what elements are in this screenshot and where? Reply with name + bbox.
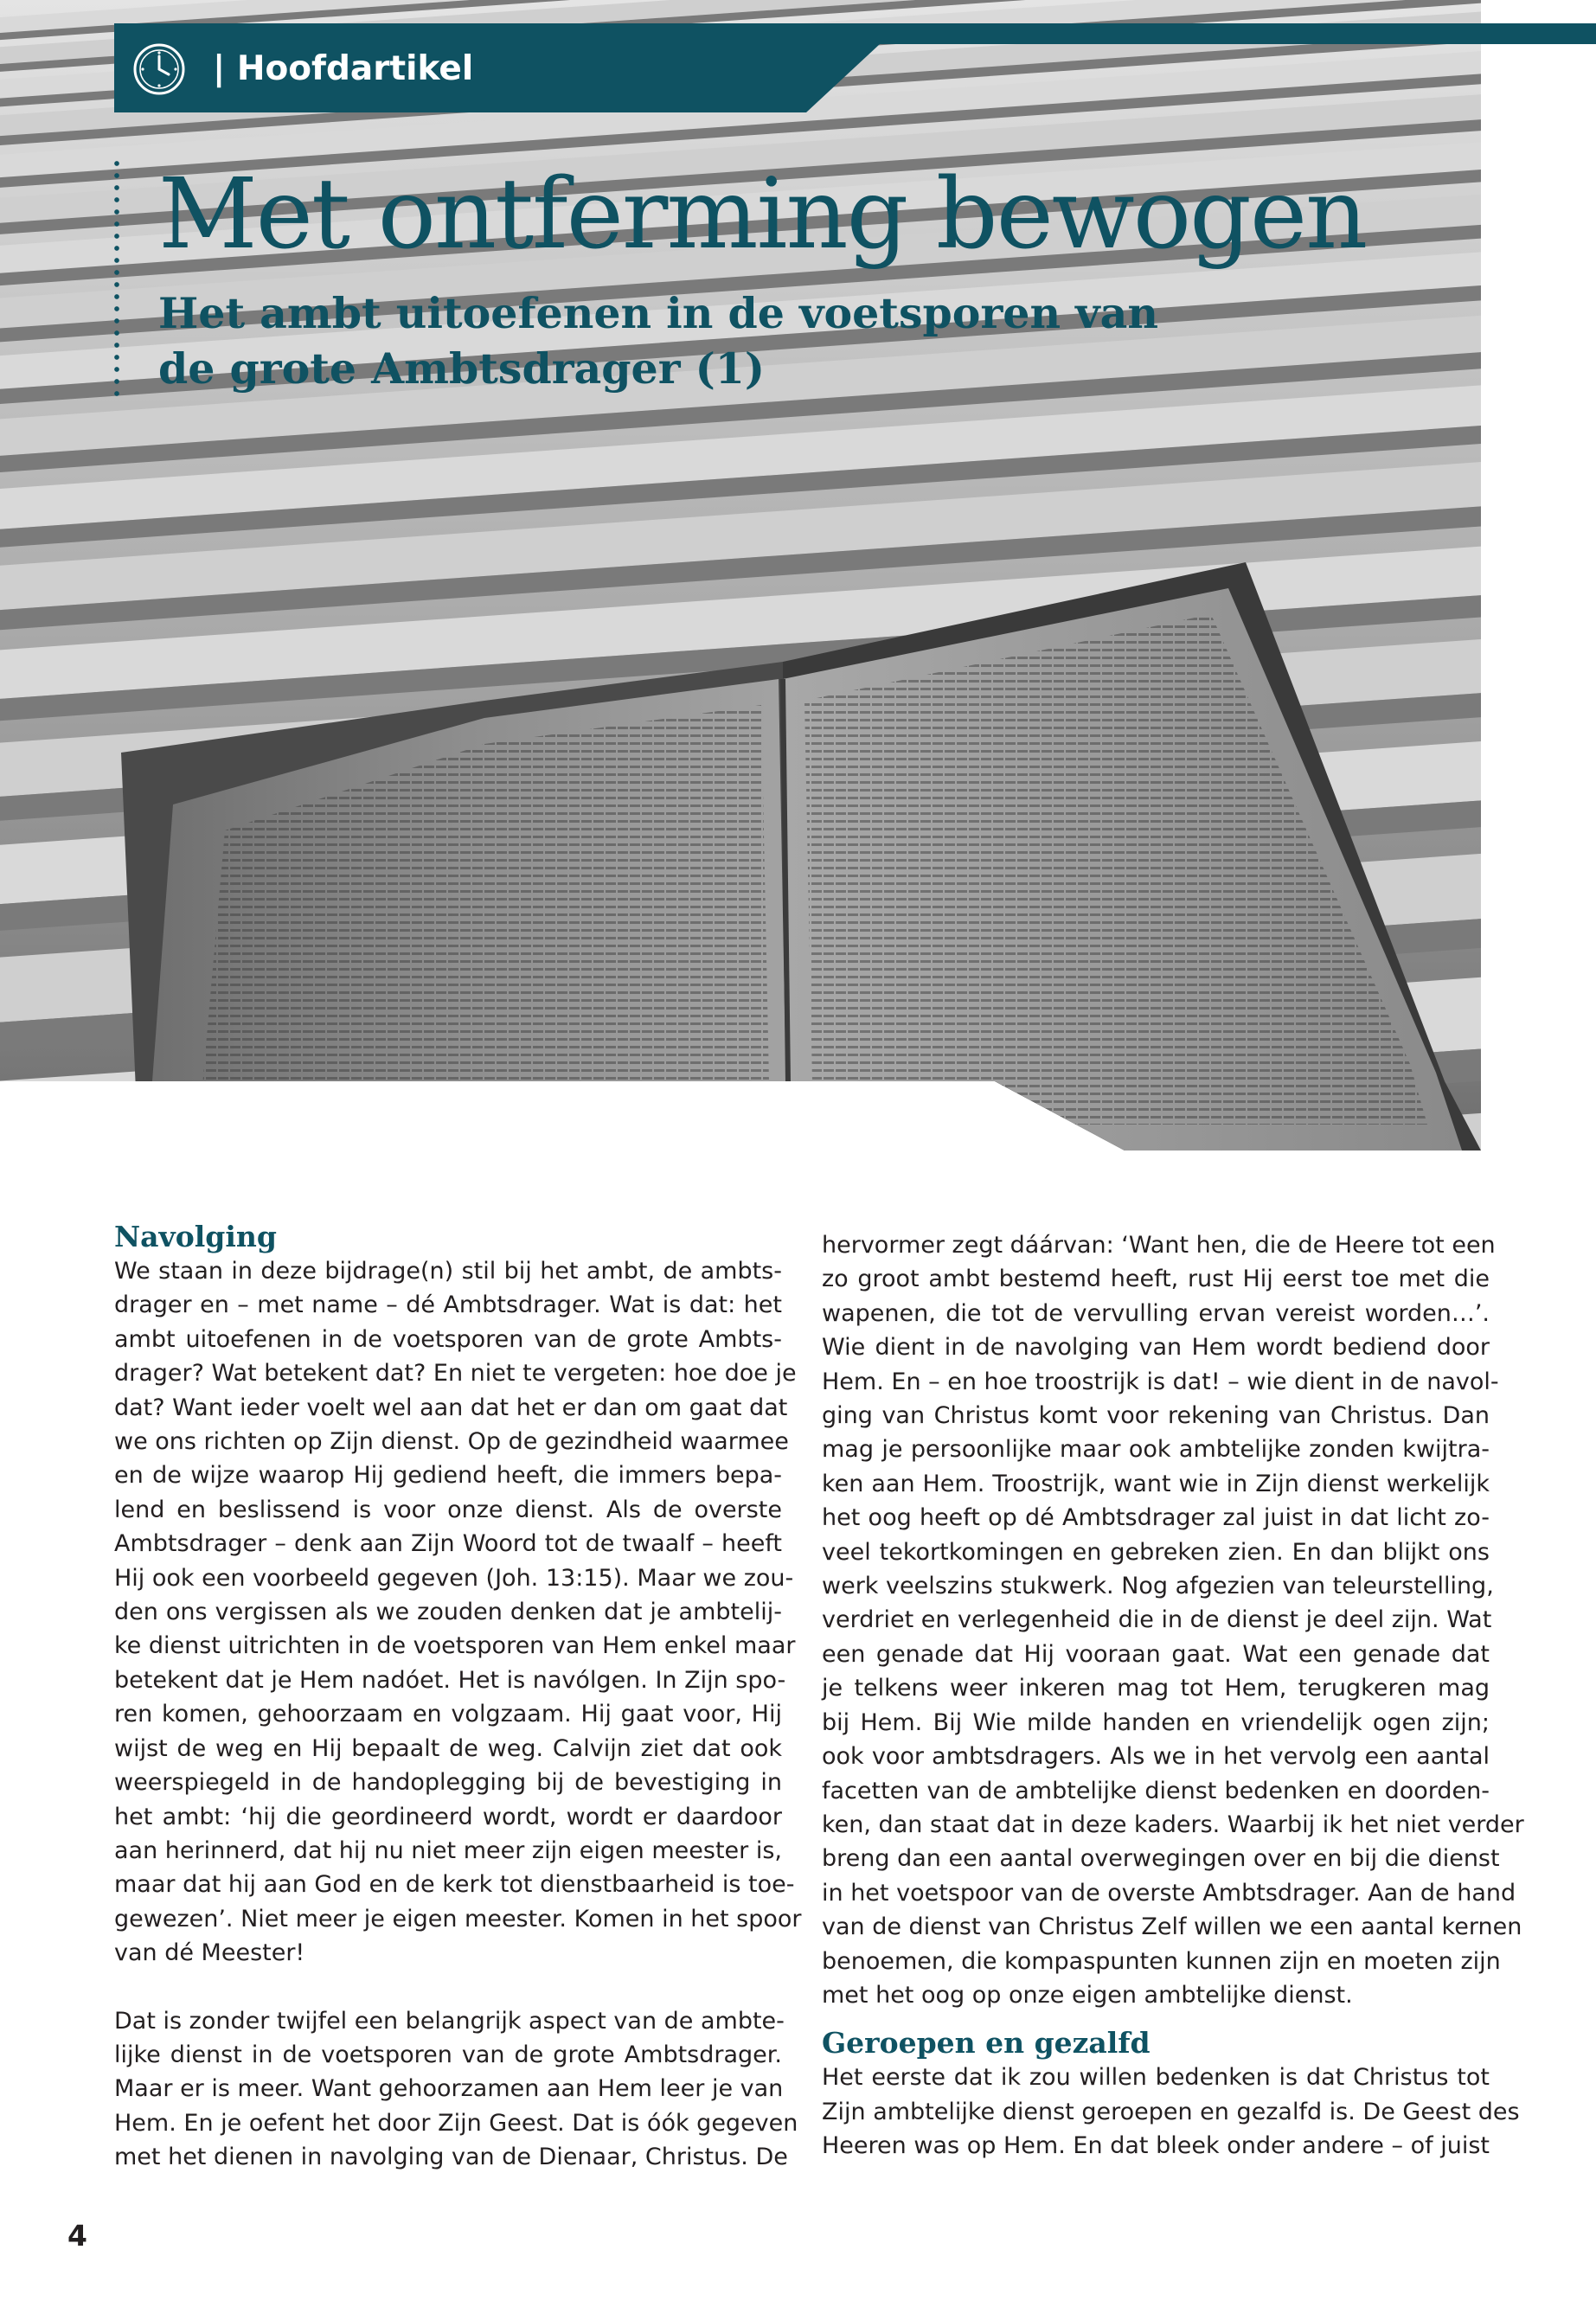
- text-line: ken aan Hem. Troostrijk, want wie in Zijn dienst werkelijk: [822, 1470, 1490, 1497]
- text-line: Hem. En je oefent het door Zijn Geest. Dat is óók gegeven: [114, 2109, 798, 2137]
- text-line: zo groot ambt bestemd heeft, rust Hij eerst toe met die: [822, 1266, 1490, 1293]
- text-line: drager en – met name – dé Ambtsdrager. Wat is dat: het: [114, 1292, 782, 1319]
- text-line: Zijn ambtelijke dienst geroepen en gezalfd is. De Geest des: [822, 2098, 1520, 2125]
- text-line: ging van Christus komt voor rekening van Christus. Dan: [822, 1402, 1490, 1430]
- text-line: Het eerste dat ik zou willen bedenken is dat Christus tot: [822, 2064, 1490, 2092]
- text-line: van dé Meester!: [114, 1939, 305, 1967]
- text-line: betekent dat je Hem nadóet. Het is navólgen. In Zijn spo-: [114, 1666, 786, 1694]
- text-line: Heeren was op Hem. En dat bleek onder andere – of juist: [822, 2132, 1490, 2160]
- text-line: een genade dat Hij vooraan gaat. Wat een genade dat: [822, 1640, 1490, 1668]
- text-line: met het dienen in navolging van de Dienaar, Christus. De: [114, 2144, 788, 2171]
- article-title: Met ontferming bewogen: [158, 158, 1367, 271]
- text-line: in het voetspoor van de overste Ambtsdrager. Aan de hand: [822, 1879, 1516, 1907]
- text-line: wapenen, die tot de vervulling ervan vereist worden…’.: [822, 1299, 1490, 1327]
- text-line: ook voor ambtsdragers. Als we in het vervolg een aantal: [822, 1743, 1490, 1771]
- column-right: [822, 1228, 1524, 2163]
- page-number: 4: [67, 2219, 87, 2253]
- text-line: van de dienst van Christus Zelf willen we een aantal kernen: [822, 1913, 1522, 1941]
- section-heading: Navolging: [114, 1220, 277, 1253]
- subtitle-line: de grote Ambtsdrager (1): [158, 343, 766, 394]
- text-line: maar dat hij aan God en de kerk tot dienstbaarheid is toe-: [114, 1871, 795, 1899]
- text-line: het oog heeft op dé Ambtsdrager zal juist in dat licht zo-: [822, 1504, 1490, 1532]
- clock-icon: [131, 42, 187, 97]
- text-line: breng dan een aantal overwegingen over en bij die dienst: [822, 1845, 1500, 1873]
- paragraph: [114, 1254, 802, 1971]
- section-label: | Hoofdartikel: [213, 49, 474, 88]
- text-line: wijst de weg en Hij bepaalt de weg. Calvijn ziet dat ook: [114, 1734, 782, 1762]
- text-line: met het oog op onze eigen ambtelijke dienst.: [822, 1981, 1353, 2009]
- text-line: verdriet en verlegenheid die in de dienst je deel zijn. Wat: [822, 1606, 1492, 1634]
- text-line: werk veelszins stukwerk. Nog afgezien van teleurstelling,: [822, 1573, 1494, 1600]
- text-line: aan herinnerd, dat hij nu niet meer zijn eigen meester is,: [114, 1836, 782, 1864]
- text-line: lijke dienst in de voetsporen van de grote Ambtsdrager.: [114, 2041, 782, 2068]
- text-line: facetten van de ambtelijke dienst bedenken en doorden-: [822, 1777, 1490, 1804]
- text-line: gewezen’. Niet meer je eigen meester. Komen in het spoor: [114, 1905, 802, 1932]
- text-line: benoemen, die kompaspunten kunnen zijn en moeten zijn: [822, 1947, 1501, 1975]
- text-line: mag je persoonlijke maar ook ambtelijke zonden kwijtra-: [822, 1436, 1490, 1464]
- paragraph: [114, 2004, 798, 2175]
- dotted-rule: [113, 157, 120, 400]
- paragraph: [822, 1228, 1524, 2012]
- text-line: drager? Wat betekent dat? En niet te vergeten: hoe doe je: [114, 1360, 797, 1388]
- paragraph: [822, 2061, 1520, 2163]
- text-line: hervormer zegt dáárvan: ‘Want hen, die de Heere tot een: [822, 1232, 1496, 1259]
- text-line: je telkens weer inkeren mag tot Hem, terugkeren mag: [822, 1675, 1490, 1702]
- text-line: ren komen, gehoorzaam en volgzaam. Hij gaat voor, Hij: [114, 1701, 782, 1728]
- text-line: ambt uitoefenen in de voetsporen van de grote Ambts-: [114, 1325, 782, 1353]
- text-line: we ons richten op Zijn dienst. Op de gezindheid waarmee: [114, 1428, 789, 1456]
- text-line: den ons vergissen als we zouden denken dat je ambtelij-: [114, 1599, 782, 1626]
- text-line: en de wijze waarop Hij gediend heeft, die immers bepa-: [114, 1462, 782, 1490]
- text-line: Maar er is meer. Want gehoorzamen aan Hem leer je van: [114, 2075, 784, 2103]
- text-line: Ambtsdrager – denk aan Zijn Woord tot de twaalf – heeft: [114, 1530, 782, 1558]
- text-line: veel tekortkomingen en gebreken zien. En dan blijkt ons: [822, 1538, 1490, 1566]
- section-heading: Geroepen en gezalfd: [822, 2026, 1151, 2061]
- text-line: lend en beslissend is voor onze dienst. Als de overste: [114, 1496, 782, 1523]
- text-line: ke dienst uitrichten in de voetsporen van Hem enkel maar: [114, 1632, 796, 1660]
- text-line: het ambt: ‘hij die geordineerd wordt, wordt er daardoor: [114, 1803, 782, 1830]
- text-line: bij Hem. Bij Wie milde handen en vriendelijk ogen zijn;: [822, 1708, 1490, 1736]
- text-line: weerspiegeld in de handoplegging bij de bevestiging in: [114, 1769, 782, 1797]
- subtitle-line: Het ambt uitoefenen in de voetsporen van: [158, 288, 1158, 338]
- text-line: Hij ook een voorbeeld gegeven (Joh. 13:15). Maar we zou-: [114, 1564, 794, 1592]
- text-line: Hem. En – en hoe troostrijk is dat! – wie dient in de navol-: [822, 1368, 1499, 1395]
- text-line: We staan in deze bijdrage(n) stil bij het ambt, de ambts-: [114, 1258, 782, 1285]
- text-line: Wie dient in de navolging van Hem wordt bediend door: [822, 1334, 1490, 1362]
- text-line: Dat is zonder twijfel een belangrijk aspect van de ambte-: [114, 2007, 785, 2035]
- text-line: ken, dan staat dat in deze kaders. Waarbij ik het niet verder: [822, 1811, 1524, 1838]
- column-left: [114, 1220, 802, 2175]
- article-subtitle: [158, 285, 1196, 396]
- text-line: dat? Want ieder voelt wel aan dat het er dan om gaat dat: [114, 1394, 788, 1421]
